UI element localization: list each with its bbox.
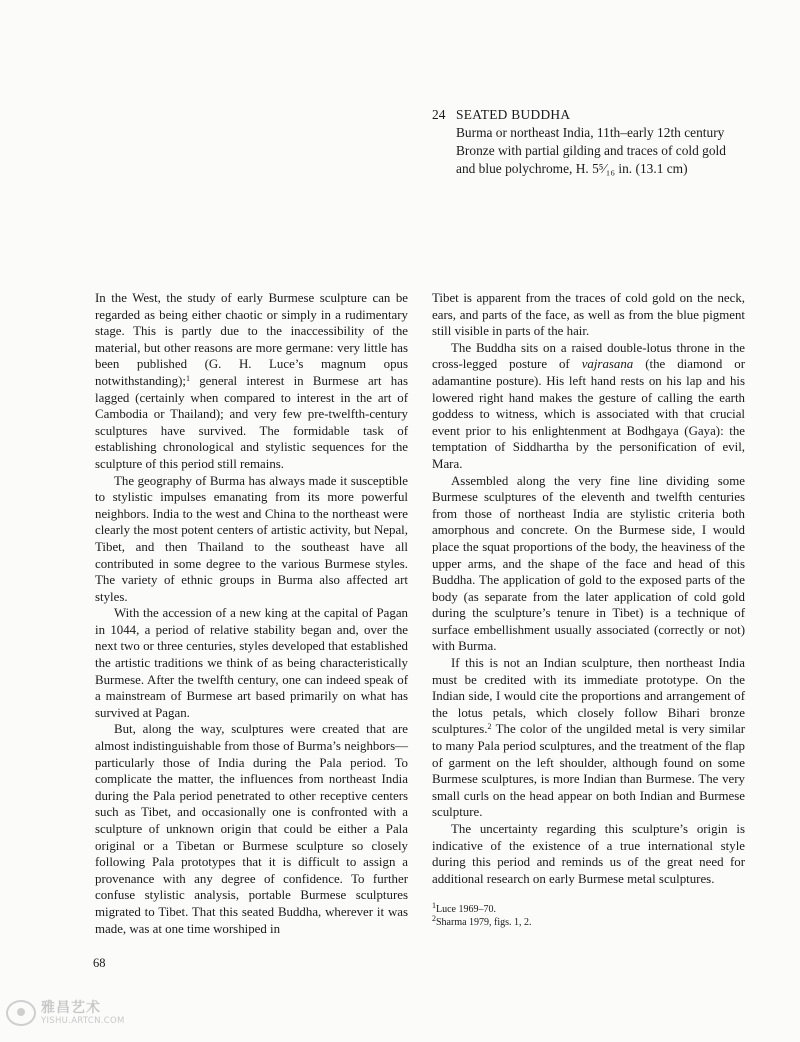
caption-origin: Burma or northeast India, 11th–early 12th century xyxy=(456,125,725,140)
paragraph: With the accession of a new king at the capital of Pagan in 1044, a period of relative stability began and, over the next two or three centuries, styles developed that established the artistic traditions we think of as being characteristically Burmese. After the twelfth century, one can indeed speak of a mainstream of Burmese art based primarily on what has survived at Pagan. xyxy=(95,606,408,720)
caption-title: SEATED BUDDHA xyxy=(456,107,571,122)
paragraph: Assembled along the very fine line dividing some Burmese sculptures of the eleventh and twelfth centuries from those of northeast India are stylistic criteria both amorphous and concrete. On the Burmese side, I would place the squat proportions of the body, the heaviness of the upper arms, and the shape of the face and head of this Buddha. The application of gold to the exposed parts of the body (as separate from the later application of cold gold during the sculpture’s tenure in Tibet) is a technique of surface embellishment usually associated (correctly or not) with Burma. xyxy=(432,473,745,654)
caption-dimensions: and blue polychrome, H. 5⁵⁄₁₆ in. (13.1 cm) xyxy=(456,161,688,176)
paragraph: The uncertainty regarding this sculpture’s origin is indicative of the existence of a true international style during this period and reminds us of the great need for additional research on early Burmese metal sculptures. xyxy=(432,822,745,886)
paragraph: If this is not an Indian sculpture, then northeast India must be credited with its immediate prototype. On the Indian side, I would cite the proportions and arrangement of the lotus petals, which closely follow Bihari bronze sculptures.$^2$ The color of the ungilded metal is very similar to many Pala period sculptures, and the treatment of the flap of garment on the left shoulder, although found on some Burmese sculptures, is more Indian than Burmese. The very small curls on the head appear on both Indian and Burmese sculpture. xyxy=(432,656,745,820)
caption-heading xyxy=(432,106,762,124)
footnote: $^1$Luce 1969–70. xyxy=(432,901,496,916)
paragraph: Tibet is apparent from the traces of cold gold on the neck, ears, and parts of the face, as well as from the blue pigment still visible in parts of the hair. xyxy=(432,291,745,339)
italic-term: vajrasana xyxy=(581,357,634,372)
catalog-number: 24 xyxy=(432,107,446,122)
paragraph: The geography of Burma has always made it susceptible to stylistic impulses emanating from its more powerful neighbors. India to the west and China to the northeast were clearly the most potent centers of artistic activity, but Nepal, Tibet, and then Thailand to the southeast have all contributed in some degree to the various Burmese styles. The variety of ethnic groups in Burma also affected art styles. xyxy=(95,473,408,604)
footnotes xyxy=(432,903,745,929)
paragraph: The Buddha sits on a raised double-lotus throne in the cross-legged posture of vajrasana (the diamond or adamantine posture). His left hand rests on his lap and his lowered right hand makes the gesture of calling the earth goddess to witness, which is associated with that crucial event prior to his enlightenment at Bodhgaya (Gaya): the temptation of Siddhartha by the personification of evil, Mara. xyxy=(432,340,746,471)
footnote-ref: 2 xyxy=(487,722,492,732)
paragraph: In the West, the study of early Burmese sculpture can be regarded as being either chaotic or simply in a rudimentary stage. This is partly due to the inaccessibility of the material, but other reasons are more germane: very little has been published (G. H. Luce’s magnum opus notwithstanding);$^1$ general interest in Burmese art has lagged (certainly when compared to interest in the art of Cambodia or Thailand); and very few pre-twelfth-century sculptures have survived. The formidable task of establishing chronological and stylistic sequences for the sculpture of this period still remains. xyxy=(95,291,408,471)
watermark xyxy=(6,1000,125,1026)
footnote: $^2$Sharma 1979, figs. 1, 2. xyxy=(432,914,532,929)
right-column xyxy=(432,290,745,929)
caption xyxy=(432,106,762,178)
caption-medium: Bronze with partial gilding and traces of cold gold xyxy=(456,143,726,158)
watermark-logo-icon xyxy=(6,1000,36,1026)
paragraph: But, along the way, sculptures were created that are almost indistinguishable from those of Burma’s neighbors—particularly those of India during the Pala period. To complicate the matter, the influences from northeast India during the Pala period penetrated to other receptive centers such as Tibet, and occasionally one is confronted with a sculpture of unknown origin that could be either a Pala original or a Tibetan or Burmese sculpture so closely following Pala prototypes that it is difficult to assign a provenance with any degree of confidence. To further confuse stylistic analysis, portable Burmese sculptures migrated to Tibet. That this seated Buddha, wherever it was made, was at one time worshiped in xyxy=(95,722,408,936)
page-number: 68 xyxy=(93,956,106,970)
watermark-url: YISHU.ARTCN.COM xyxy=(41,1015,125,1026)
footnote-ref: 1 xyxy=(185,373,190,383)
left-column xyxy=(95,290,408,937)
watermark-name: 雅昌艺术 xyxy=(41,999,101,1016)
